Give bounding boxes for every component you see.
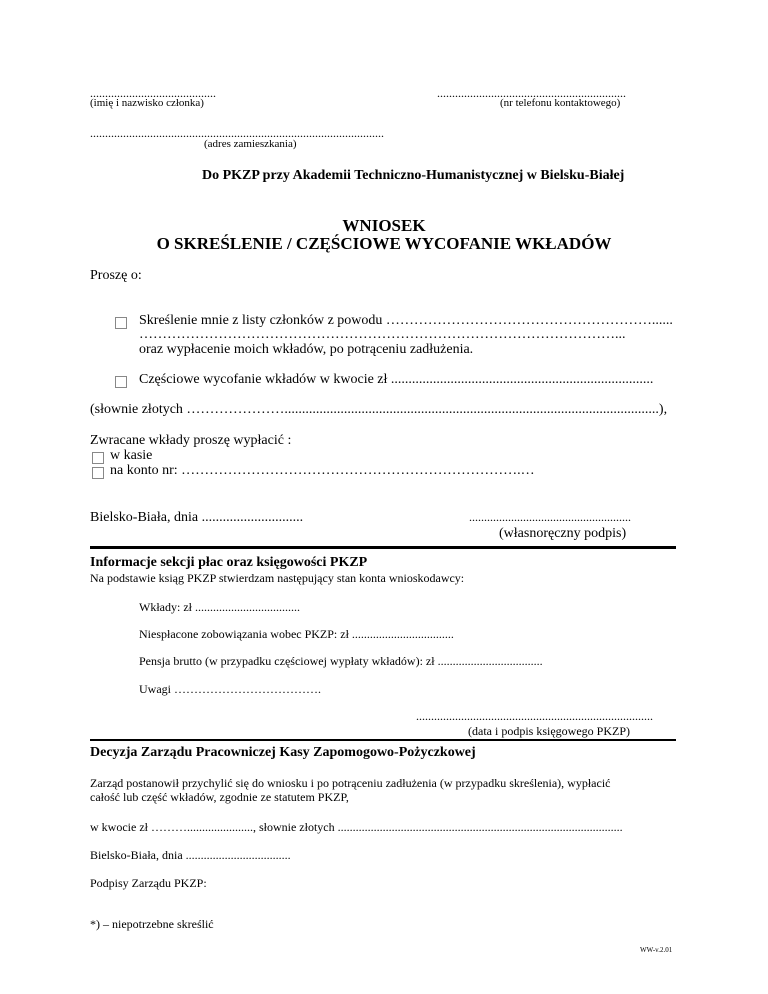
request-intro: Proszę o: bbox=[90, 268, 142, 283]
addressee: Do PKZP przy Akademii Techniczno-Humanistycznej w Bielsku-Białej bbox=[202, 168, 625, 183]
payout-account-field[interactable]: na konto nr: ……………………………………………………………….… bbox=[110, 463, 535, 478]
address-label: (adres zamieszkania) bbox=[204, 138, 297, 150]
signature-label: (własnoręczny podpis) bbox=[499, 526, 627, 541]
decision-heading: Decyzja Zarządu Pracowniczej Kasy Zapomogowo-Pożyczkowej bbox=[90, 745, 476, 760]
option-removal-text: Skreślenie mnie z listy członków z powodu …………………………………………………...... bbox=[139, 313, 673, 328]
phone-field[interactable]: ............................................................... bbox=[437, 86, 626, 100]
member-name-field[interactable]: .......................................... bbox=[90, 86, 216, 100]
address-field[interactable]: .................................................................................................. bbox=[90, 126, 384, 140]
board-signatures-label: Podpisy Zarządu PKZP: bbox=[90, 876, 207, 890]
decision-place-date-field[interactable]: Bielsko-Biała, dnia ................................... bbox=[90, 848, 291, 862]
accountant-signature-field[interactable]: ............................................................................... bbox=[416, 709, 653, 723]
payout-cash-label: w kasie bbox=[110, 448, 153, 463]
option-removal-reason-line[interactable]: …………………………………………………………………………………………... bbox=[139, 327, 626, 342]
payout-intro: Zwracane wkłady proszę wypłacić : bbox=[90, 433, 292, 448]
accounting-intro: Na podstawie ksiąg PKZP stwierdzam następujący stan konta wnioskodawcy: bbox=[90, 571, 465, 585]
payout-cash-checkbox[interactable] bbox=[92, 452, 104, 464]
option-partial-checkbox[interactable] bbox=[115, 376, 127, 388]
version-code: WW-v.2.01 bbox=[640, 946, 673, 954]
accountant-signature-label: (data i podpis księgowego PKZP) bbox=[468, 724, 630, 738]
option-partial-text[interactable]: Częściowe wycofanie wkładów w kwocie zł ........................................................................... bbox=[139, 372, 654, 387]
salary-field[interactable]: Pensja brutto (w przypadku częściowej wypłaty wkładów): zł ................................... bbox=[139, 654, 543, 668]
document-title: WNIOSEK bbox=[342, 216, 426, 235]
decision-text-line1: Zarząd postanowił przychylić się do wniosku i po potrąceniu zadłużenia (w przypadku skreślenia), wypłacić bbox=[90, 776, 611, 790]
liabilities-field[interactable]: Niespłacone zobowiązania wobec PKZP: zł .................................. bbox=[139, 627, 454, 641]
option-removal-payout-text: oraz wypłacenie moich wkładów, po potrąceniu zadłużenia. bbox=[139, 342, 474, 357]
footnote: *) – niepotrzebne skreślić bbox=[90, 917, 214, 931]
payout-account-checkbox[interactable] bbox=[92, 467, 104, 479]
signature-field[interactable]: ...................................................... bbox=[469, 510, 631, 524]
phone-label: (nr telefonu kontaktowego) bbox=[500, 97, 621, 109]
decision-text-line2: całość lub część wkładów, zgodnie ze statutem PKZP, bbox=[90, 790, 349, 804]
document-subtitle: O SKREŚLENIE / CZĘŚCIOWE WYCOFANIE WKŁADÓW bbox=[156, 234, 612, 253]
place-date-field[interactable]: Bielsko-Biała, dnia ............................. bbox=[90, 510, 304, 525]
deposits-field[interactable]: Wkłady: zł ................................... bbox=[139, 600, 300, 614]
amount-in-words[interactable]: (słownie złotych …………………...........................................................................................................), bbox=[90, 402, 668, 417]
option-removal-checkbox[interactable] bbox=[115, 317, 127, 329]
accounting-heading: Informacje sekcji płac oraz księgowości PKZP bbox=[90, 555, 368, 570]
section-divider bbox=[90, 546, 676, 549]
member-name-label: (imię i nazwisko członka) bbox=[90, 97, 204, 109]
decision-amount-field[interactable]: w kwocie zł ………......................, słownie złotych ............................................................................................... bbox=[90, 820, 623, 834]
remarks-field[interactable]: Uwagi ………………………………. bbox=[139, 682, 321, 696]
section-divider-2 bbox=[90, 739, 676, 741]
